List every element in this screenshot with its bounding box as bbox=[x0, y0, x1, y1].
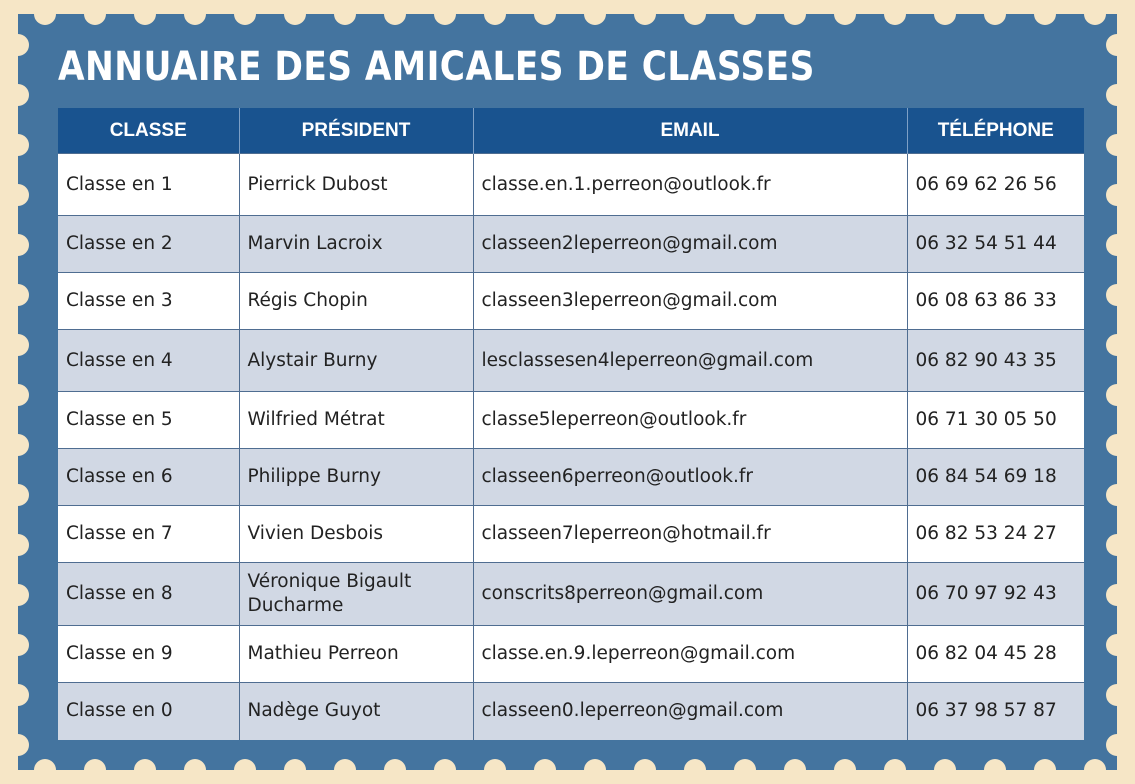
telephone-cell: 06 08 63 86 33 bbox=[907, 273, 1084, 330]
classe-cell: Classe en 0 bbox=[58, 683, 239, 740]
page-title: ANNUAIRE DES AMICALES DE CLASSES bbox=[58, 44, 815, 90]
table-row bbox=[58, 506, 1084, 563]
president-cell: Philippe Burny bbox=[239, 449, 473, 506]
telephone-cell: 06 82 53 24 27 bbox=[907, 506, 1084, 563]
table-row bbox=[58, 392, 1084, 449]
telephone-cell: 06 84 54 69 18 bbox=[907, 449, 1084, 506]
classe-cell: Classe en 6 bbox=[58, 449, 239, 506]
telephone-cell: 06 82 90 43 35 bbox=[907, 330, 1084, 392]
table-body bbox=[58, 154, 1084, 740]
classe-cell: Classe en 7 bbox=[58, 506, 239, 563]
email-cell: classeen2leperreon@gmail.com bbox=[473, 216, 907, 273]
classe-cell: Classe en 8 bbox=[58, 563, 239, 626]
email-cell: classeen7leperreon@hotmail.fr bbox=[473, 506, 907, 563]
column-header-president: PRÉSIDENT bbox=[239, 108, 473, 154]
classe-cell: Classe en 3 bbox=[58, 273, 239, 330]
classe-cell: Classe en 4 bbox=[58, 330, 239, 392]
telephone-cell: 06 71 30 05 50 bbox=[907, 392, 1084, 449]
table-row bbox=[58, 626, 1084, 683]
classe-cell: Classe en 5 bbox=[58, 392, 239, 449]
table-header bbox=[58, 108, 1084, 154]
telephone-cell: 06 69 62 26 56 bbox=[907, 154, 1084, 216]
president-cell: Véronique Bigault Ducharme bbox=[239, 563, 473, 626]
president-cell: Régis Chopin bbox=[239, 273, 473, 330]
telephone-cell: 06 70 97 92 43 bbox=[907, 563, 1084, 626]
email-cell: classeen6perreon@outlook.fr bbox=[473, 449, 907, 506]
classe-cell: Classe en 2 bbox=[58, 216, 239, 273]
table-row bbox=[58, 563, 1084, 626]
email-cell: conscrits8perreon@gmail.com bbox=[473, 563, 907, 626]
president-cell: Mathieu Perreon bbox=[239, 626, 473, 683]
president-cell: Vivien Desbois bbox=[239, 506, 473, 563]
table-row bbox=[58, 449, 1084, 506]
president-cell: Wilfried Métrat bbox=[239, 392, 473, 449]
classe-cell: Classe en 9 bbox=[58, 626, 239, 683]
president-cell: Pierrick Dubost bbox=[239, 154, 473, 216]
email-cell: lesclassesen4leperreon@gmail.com bbox=[473, 330, 907, 392]
table-row bbox=[58, 330, 1084, 392]
email-cell: classe.en.1.perreon@outlook.fr bbox=[473, 154, 907, 216]
email-cell: classeen3leperreon@gmail.com bbox=[473, 273, 907, 330]
telephone-cell: 06 37 98 57 87 bbox=[907, 683, 1084, 740]
email-cell: classe.en.9.leperreon@gmail.com bbox=[473, 626, 907, 683]
email-cell: classe5leperreon@outlook.fr bbox=[473, 392, 907, 449]
president-cell: Alystair Burny bbox=[239, 330, 473, 392]
telephone-cell: 06 32 54 51 44 bbox=[907, 216, 1084, 273]
president-cell: Nadège Guyot bbox=[239, 683, 473, 740]
table-row bbox=[58, 683, 1084, 740]
table-header-row bbox=[58, 108, 1084, 154]
president-cell: Marvin Lacroix bbox=[239, 216, 473, 273]
table-row bbox=[58, 273, 1084, 330]
table-row bbox=[58, 154, 1084, 216]
class-association-directory-table bbox=[58, 108, 1084, 740]
table-row bbox=[58, 216, 1084, 273]
column-header-email: EMAIL bbox=[473, 108, 907, 154]
column-header-classe: CLASSE bbox=[58, 108, 239, 154]
column-header-telephone: TÉLÉPHONE bbox=[907, 108, 1084, 154]
email-cell: classeen0.leperreon@gmail.com bbox=[473, 683, 907, 740]
classe-cell: Classe en 1 bbox=[58, 154, 239, 216]
telephone-cell: 06 82 04 45 28 bbox=[907, 626, 1084, 683]
